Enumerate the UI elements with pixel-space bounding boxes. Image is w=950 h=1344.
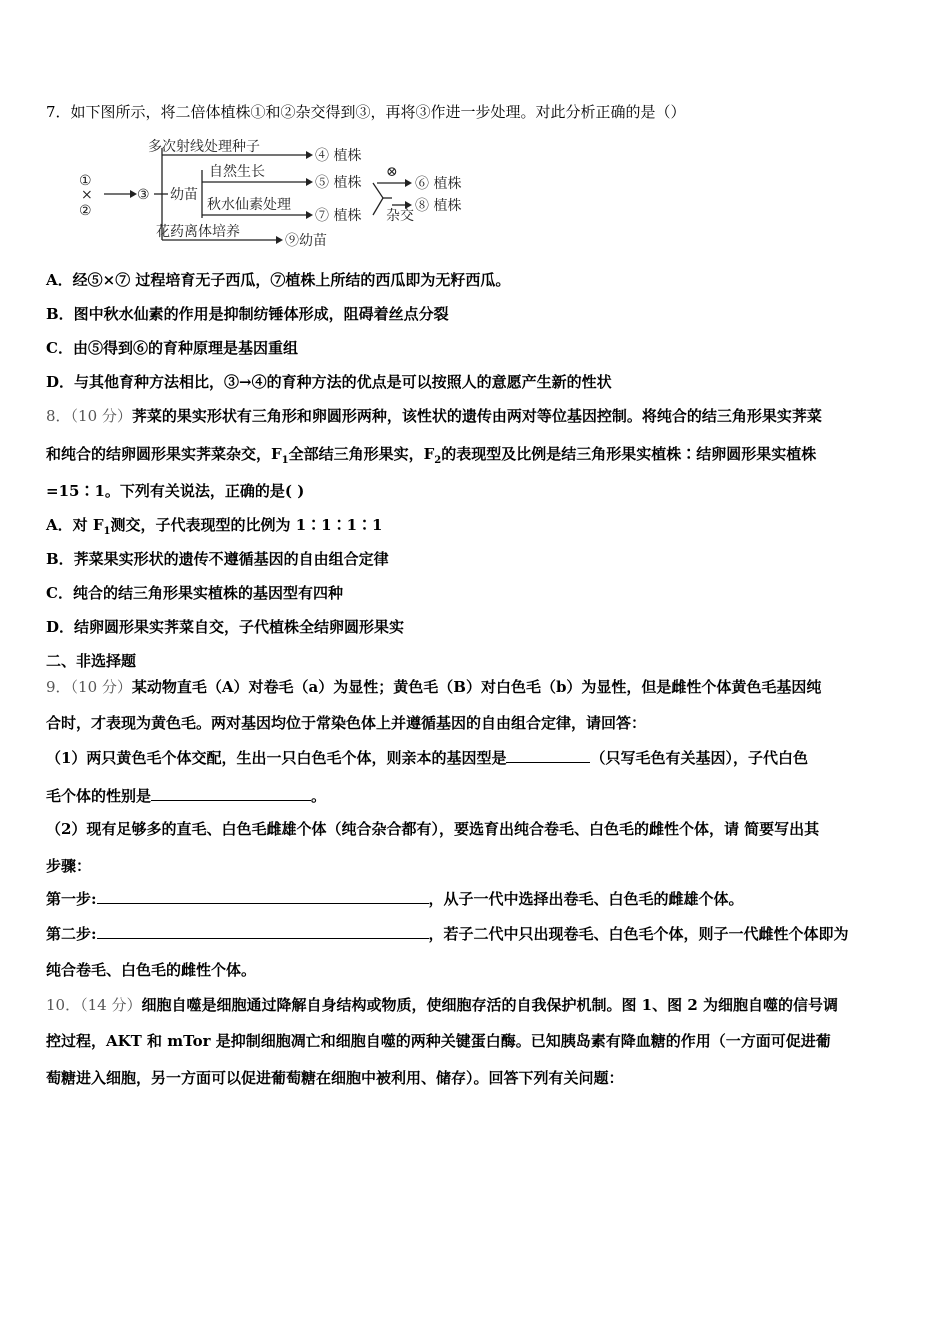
q9-text: 某动物直毛（A）对卷毛（a）为显性；黄色毛（B）对白色毛（b）为显性，但是雌性个体黄色毛基因纯	[131, 678, 822, 696]
step-text: ，从子一代中选择出卷毛、白色毛的雌雄个体。	[428, 890, 744, 908]
parent-1-label: ①	[79, 173, 92, 189]
q7-option-b: B．图中秋水仙素的作用是抑制纺锤体形成，阻碍着丝点分裂	[46, 305, 449, 323]
cross-symbol: ×	[81, 187, 93, 203]
q8-text: 的表现型及比例是结三角形果实植株∶结卵圆形果实植株	[441, 445, 817, 463]
radiation-label: 多次射线处理种子	[148, 139, 260, 155]
q9-part-2-cont: 步骤：	[46, 857, 92, 875]
q8-option-a	[46, 515, 382, 542]
q7-option-a: A．经⑤×⑦ 过程培育无子西瓜，⑦植株上所结的西瓜即为无籽西瓜。	[46, 271, 511, 289]
q10-line-3: 萄糖进入细胞，另一方面可以促进葡萄糖在细胞中被利用、储存）。回答下列有关问题：	[46, 1069, 624, 1087]
node-7: ⑦ 植株	[315, 208, 362, 224]
hybrid-label: 杂交	[386, 208, 414, 224]
q9-part-1	[46, 748, 808, 768]
q8-option-b: B．荠菜果实形状的遗传不遵循基因的自由组合定律	[46, 550, 389, 568]
q8-text: 全部结三角形果实，F	[288, 445, 435, 463]
merge-lines	[373, 183, 383, 215]
q10-number: 10．（14 分）	[46, 996, 142, 1014]
arrowhead	[306, 178, 313, 186]
q8-text: 和纯合的结卵圆形果实荠菜杂交，F	[46, 445, 282, 463]
arrowhead	[276, 236, 283, 244]
section-heading: 二、非选择题	[46, 652, 137, 670]
answer-blank[interactable]	[506, 748, 590, 763]
colchicine-label: 秋水仙素处理	[207, 197, 291, 213]
arrowhead	[306, 151, 313, 159]
subscript: 1	[281, 455, 289, 466]
q8-option-a-text: 测交，子代表现型的比例为 1∶1∶1∶1	[110, 516, 383, 534]
q9-number: 9．（10 分）	[46, 678, 132, 696]
q8-option-c: C．纯合的结三角形果实植株的基因型有四种	[46, 584, 343, 602]
node-8: ⑧ 植株	[415, 198, 462, 214]
q8-option-a-text: A．对 F	[46, 516, 104, 534]
node-3: ③	[137, 187, 150, 203]
breeding-diagram	[70, 132, 500, 257]
q9-step-2-cont: 纯合卷毛、白色毛的雌性个体。	[46, 961, 257, 979]
q9-step-2	[46, 924, 849, 944]
q9-part-1-cont	[46, 786, 326, 806]
parent-2-label: ②	[79, 203, 92, 219]
step-text: ，若子二代中只出现卷毛、白色毛个体，则子一代雌性个体即为	[428, 925, 849, 943]
q9-part-1-text: （只写毛色有关基因），子代白色	[590, 749, 808, 767]
q7-option-d: D．与其他育种方法相比，③→④的育种方法的优点是可以按照人的意愿产生新的性状	[46, 373, 612, 391]
q9-part-1-text: 。	[311, 787, 327, 805]
q8-option-d: D．结卵圆形果实荠菜自交，子代植株全结卵圆形果实	[46, 618, 405, 636]
seedling-label: 幼苗	[170, 187, 198, 203]
q9-line-1	[46, 677, 821, 697]
q7-stem: 7．如下图所示，将二倍体植株①和②杂交得到③，再将③作进一步处理。对此分析正确的是（）	[46, 103, 686, 121]
step-label: 第二步:	[46, 925, 97, 943]
selfing-symbol: ⊗	[386, 164, 398, 180]
q9-part-1-text: （1）两只黄色毛个体交配，生出一只白色毛个体，则亲本的基因型是	[46, 749, 507, 767]
q7-option-c: C．由⑤得到⑥的育种原理是基因重组	[46, 339, 298, 357]
subscript: 1	[103, 526, 111, 537]
q10-line-2: 控过程，AKT 和 mTor 是抑制细胞凋亡和细胞自噬的两种关键蛋白酶。已知胰岛素有降血糖的作用（一方面可促进葡	[46, 1032, 831, 1050]
arrowhead	[405, 179, 412, 187]
node-9: ⑨幼苗	[285, 233, 327, 249]
answer-blank[interactable]	[151, 786, 311, 801]
q10-text: 细胞自噬是细胞通过降解自身结构或物质，使细胞存活的自我保护机制。图 1、图 2 为细胞自噬的信号调	[141, 996, 838, 1014]
arrowhead	[306, 211, 313, 219]
q8-line-1	[46, 406, 822, 426]
node-4: ④ 植株	[315, 148, 362, 164]
answer-blank[interactable]	[97, 924, 429, 939]
q10-line-1	[46, 995, 838, 1015]
step-label: 第一步:	[46, 890, 97, 908]
subscript: 2	[434, 455, 442, 466]
answer-blank[interactable]	[97, 889, 429, 904]
arrowhead	[130, 190, 137, 198]
q8-line-3: =15∶1。下列有关说法，正确的是( )	[46, 482, 305, 500]
natural-growth-label: 自然生长	[209, 164, 265, 180]
q9-step-1	[46, 889, 744, 909]
q9-part-2: （2）现有足够多的直毛、白色毛雌雄个体（纯合杂合都有），要选育出纯合卷毛、白色毛的雌性个体，请 简要写出其	[46, 820, 820, 838]
q8-number: 8．（10 分）	[46, 407, 132, 425]
q8-text: 荠菜的果实形状有三角形和卵圆形两种，该性状的遗传由两对等位基因控制。将纯合的结三角形果实荠菜	[131, 407, 822, 425]
q9-part-1-text: 毛个体的性别是	[46, 787, 152, 805]
node-6: ⑥ 植株	[415, 176, 462, 192]
q9-line-2: 合时，才表现为黄色毛。两对基因均位于常染色体上并遵循基因的自由组合定律，请回答：	[46, 714, 647, 732]
node-5: ⑤ 植株	[315, 175, 362, 191]
anther-culture-label: 花药离体培养	[156, 224, 240, 240]
q8-line-2	[46, 444, 816, 471]
